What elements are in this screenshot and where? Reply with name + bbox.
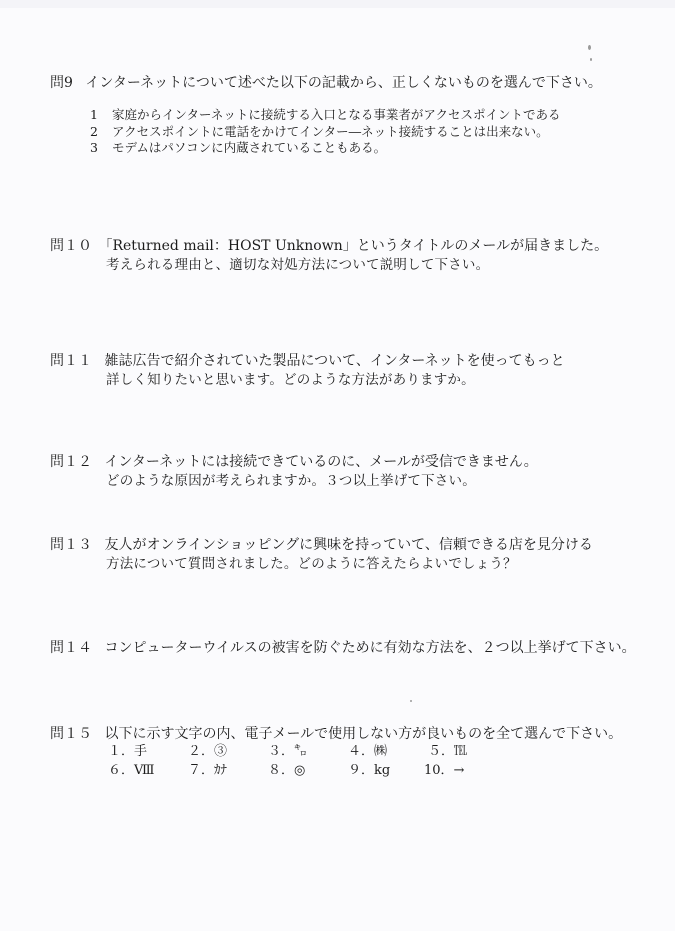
option-text: モデムはパソコンに内蔵されていることもある。 <box>112 140 387 155</box>
option-number: 2 <box>90 124 98 139</box>
question-number: 問１２ <box>50 454 92 470</box>
question-10 <box>50 235 608 255</box>
question-text-line-2: 方法について質問されました。どのように答えたらよいでしょう？ <box>106 556 517 572</box>
option-number: 1 <box>90 107 98 122</box>
question-11 <box>50 350 565 370</box>
choice-4: ４．㈱ <box>348 744 388 759</box>
choice-3: ３．㌔ <box>268 744 308 759</box>
question-number: 問１３ <box>50 537 92 553</box>
option-text: 家庭からインターネットに接続する入口となる事業者がアクセスポイントである <box>112 107 561 122</box>
question-number: 問１４ <box>50 640 92 656</box>
scan-speck <box>588 45 591 50</box>
question-text: インターネットについて述べた以下の記載から、正しくないものを選んで下さい。 <box>85 75 602 91</box>
choice-6: ６．Ⅷ <box>108 763 155 778</box>
choice-9: ９．kg <box>348 763 391 778</box>
question-text-line-1: インターネットには接続できているのに、メールが受信できません。 <box>104 454 538 470</box>
question-text-line-2: 考えられる理由と、適切な対処方法について説明して下さい。 <box>106 257 490 273</box>
question-number: 問１５ <box>50 726 92 742</box>
question-text-line-2: 詳しく知りたいと思います。どのような方法がありますか。 <box>106 372 475 388</box>
question-text-line-1: 以下に示す文字の内、電子メールで使用しない方が良いものを全て選んで下さい。 <box>104 726 623 742</box>
question-text-line-1: 雑誌広告で紹介されていた製品について、インターネットを使ってもっと <box>104 353 565 369</box>
option-number: 3 <box>90 140 98 155</box>
question-number: 問9 <box>50 75 73 91</box>
question-number: 問１１ <box>50 353 92 369</box>
question-text-line-1: 友人がオンラインショッピングに興味を持っていて、信頼できる店を見分ける <box>104 537 593 553</box>
scan-speck <box>410 700 412 702</box>
question-9 <box>50 72 602 92</box>
worksheet-page <box>0 8 675 931</box>
q9-option-3 <box>90 138 386 156</box>
q9-option-1 <box>90 105 561 123</box>
question-text-line-1: 「Returned mail：HOST Unknown」というタイトルのメールが届きました。 <box>98 238 609 254</box>
scan-speck <box>590 58 592 61</box>
choice-10: 10．→ <box>424 763 465 778</box>
choice-2: ２．③ <box>188 744 228 759</box>
question-13 <box>50 534 593 554</box>
question-number: 問１０ <box>50 238 92 254</box>
question-12 <box>50 451 538 471</box>
question-14 <box>50 637 636 657</box>
option-text: アクセスポイントに電話をかけてインター―ネット接続することは出来ない。 <box>112 124 549 139</box>
choice-5: ５．℡ <box>428 744 468 759</box>
choice-7: ７．ｶﾅ <box>188 763 228 778</box>
choice-1: １．手 <box>108 744 148 759</box>
question-text-line-2: どのような原因が考えられますか。３つ以上挙げて下さい。 <box>106 473 476 489</box>
question-text-line-1: コンピューターウイルスの被害を防ぐために有効な方法を、２つ以上挙げて下さい。 <box>104 640 636 656</box>
choice-8: ８．◎ <box>268 763 306 778</box>
